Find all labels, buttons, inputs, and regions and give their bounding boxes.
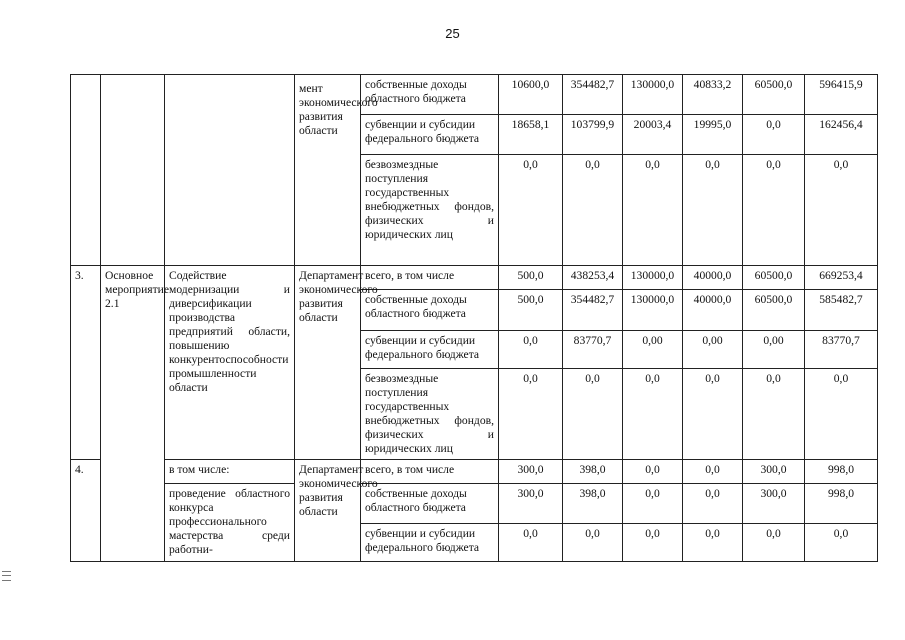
event-name-cell: Содействие модернизации и диверсификации производства предприятий области, повышению конкурентоспособности промышленности области	[165, 266, 295, 460]
value-cell: 83770,7	[805, 331, 878, 369]
value-cell: 300,0	[743, 460, 805, 484]
value-cell: 0,0	[623, 460, 683, 484]
executor-cell: Департамент экономического развития области	[295, 266, 361, 460]
value-cell: 300,0	[499, 460, 563, 484]
scan-margin-mark	[2, 571, 11, 581]
event-name-cell	[165, 75, 295, 266]
value-cell: 0,00	[683, 331, 743, 369]
funding-source-cell: безвозмездные поступления государственных внебюджетных фондов, физических и юридических лиц	[361, 155, 499, 266]
value-cell: 438253,4	[563, 266, 623, 290]
page-number: 25	[445, 26, 460, 41]
value-cell: 354482,7	[563, 75, 623, 115]
value-cell: 10600,0	[499, 75, 563, 115]
value-cell: 0,0	[743, 369, 805, 460]
row-number-cell: 3.	[71, 266, 101, 460]
value-cell: 0,0	[683, 369, 743, 460]
value-cell: 398,0	[563, 460, 623, 484]
executor-cell: мент экономического развития области	[295, 75, 361, 266]
event-name-cell: в том числе:	[165, 460, 295, 484]
value-cell: 0,0	[683, 484, 743, 524]
value-cell: 0,0	[499, 369, 563, 460]
value-cell: 60500,0	[743, 290, 805, 331]
table-row	[71, 460, 878, 484]
executor-cell: Департамент экономического развития области	[295, 460, 361, 562]
value-cell: 0,00	[743, 331, 805, 369]
funding-source-cell: субвенции и субсидии федерального бюджета	[361, 524, 499, 562]
value-cell: 669253,4	[805, 266, 878, 290]
value-cell: 398,0	[563, 484, 623, 524]
value-cell: 0,0	[805, 155, 878, 266]
value-cell: 0,00	[623, 331, 683, 369]
value-cell: 0,0	[805, 369, 878, 460]
value-cell: 0,0	[563, 524, 623, 562]
value-cell: 40000,0	[683, 266, 743, 290]
value-cell: 0,0	[623, 484, 683, 524]
funding-source-cell: собственные доходы областного бюджета	[361, 75, 499, 115]
value-cell: 500,0	[499, 266, 563, 290]
funding-source-cell: всего, в том числе	[361, 266, 499, 290]
value-cell: 998,0	[805, 460, 878, 484]
row-number-cell: 4.	[71, 460, 101, 562]
funding-source-cell: всего, в том числе	[361, 460, 499, 484]
value-cell: 40000,0	[683, 290, 743, 331]
value-cell: 60500,0	[743, 266, 805, 290]
value-cell: 19995,0	[683, 115, 743, 155]
value-cell: 103799,9	[563, 115, 623, 155]
event-type-cell	[101, 75, 165, 266]
funding-source-cell: безвозмездные поступления государственных внебюджетных фондов, физических и юридических лиц	[361, 369, 499, 460]
value-cell: 300,0	[743, 484, 805, 524]
value-cell: 0,0	[683, 155, 743, 266]
value-cell: 0,0	[805, 524, 878, 562]
value-cell: 354482,7	[563, 290, 623, 331]
value-cell: 0,0	[563, 155, 623, 266]
value-cell: 300,0	[499, 484, 563, 524]
value-cell: 0,0	[563, 369, 623, 460]
value-cell: 0,0	[623, 155, 683, 266]
value-cell: 130000,0	[623, 290, 683, 331]
value-cell: 18658,1	[499, 115, 563, 155]
value-cell: 0,0	[743, 155, 805, 266]
row-number-cell	[71, 75, 101, 266]
funding-source-cell: субвенции и субсидии федерального бюджета	[361, 115, 499, 155]
funding-source-cell: собственные доходы областного бюджета	[361, 484, 499, 524]
value-cell: 0,0	[683, 524, 743, 562]
value-cell: 0,0	[499, 331, 563, 369]
value-cell: 596415,9	[805, 75, 878, 115]
value-cell: 998,0	[805, 484, 878, 524]
value-cell: 0,0	[743, 524, 805, 562]
value-cell: 0,0	[623, 524, 683, 562]
value-cell: 585482,7	[805, 290, 878, 331]
event-type-cell: Основное мероприятие 2.1	[101, 266, 165, 562]
value-cell: 0,0	[743, 115, 805, 155]
value-cell: 83770,7	[563, 331, 623, 369]
value-cell: 500,0	[499, 290, 563, 331]
value-cell: 20003,4	[623, 115, 683, 155]
value-cell: 162456,4	[805, 115, 878, 155]
table-row	[71, 75, 878, 115]
value-cell: 130000,0	[623, 75, 683, 115]
table-row	[71, 484, 878, 524]
value-cell: 0,0	[499, 155, 563, 266]
budget-table	[70, 74, 878, 562]
value-cell: 40833,2	[683, 75, 743, 115]
funding-source-cell: собственные доходы областного бюджета	[361, 290, 499, 331]
event-name-cell: проведение областного конкурса профессионального мастерства среди работни-	[165, 484, 295, 562]
table-row	[71, 266, 878, 290]
value-cell: 0,0	[499, 524, 563, 562]
value-cell: 0,0	[683, 460, 743, 484]
value-cell: 130000,0	[623, 266, 683, 290]
value-cell: 60500,0	[743, 75, 805, 115]
funding-source-cell: субвенции и субсидии федерального бюджета	[361, 331, 499, 369]
value-cell: 0,0	[623, 369, 683, 460]
